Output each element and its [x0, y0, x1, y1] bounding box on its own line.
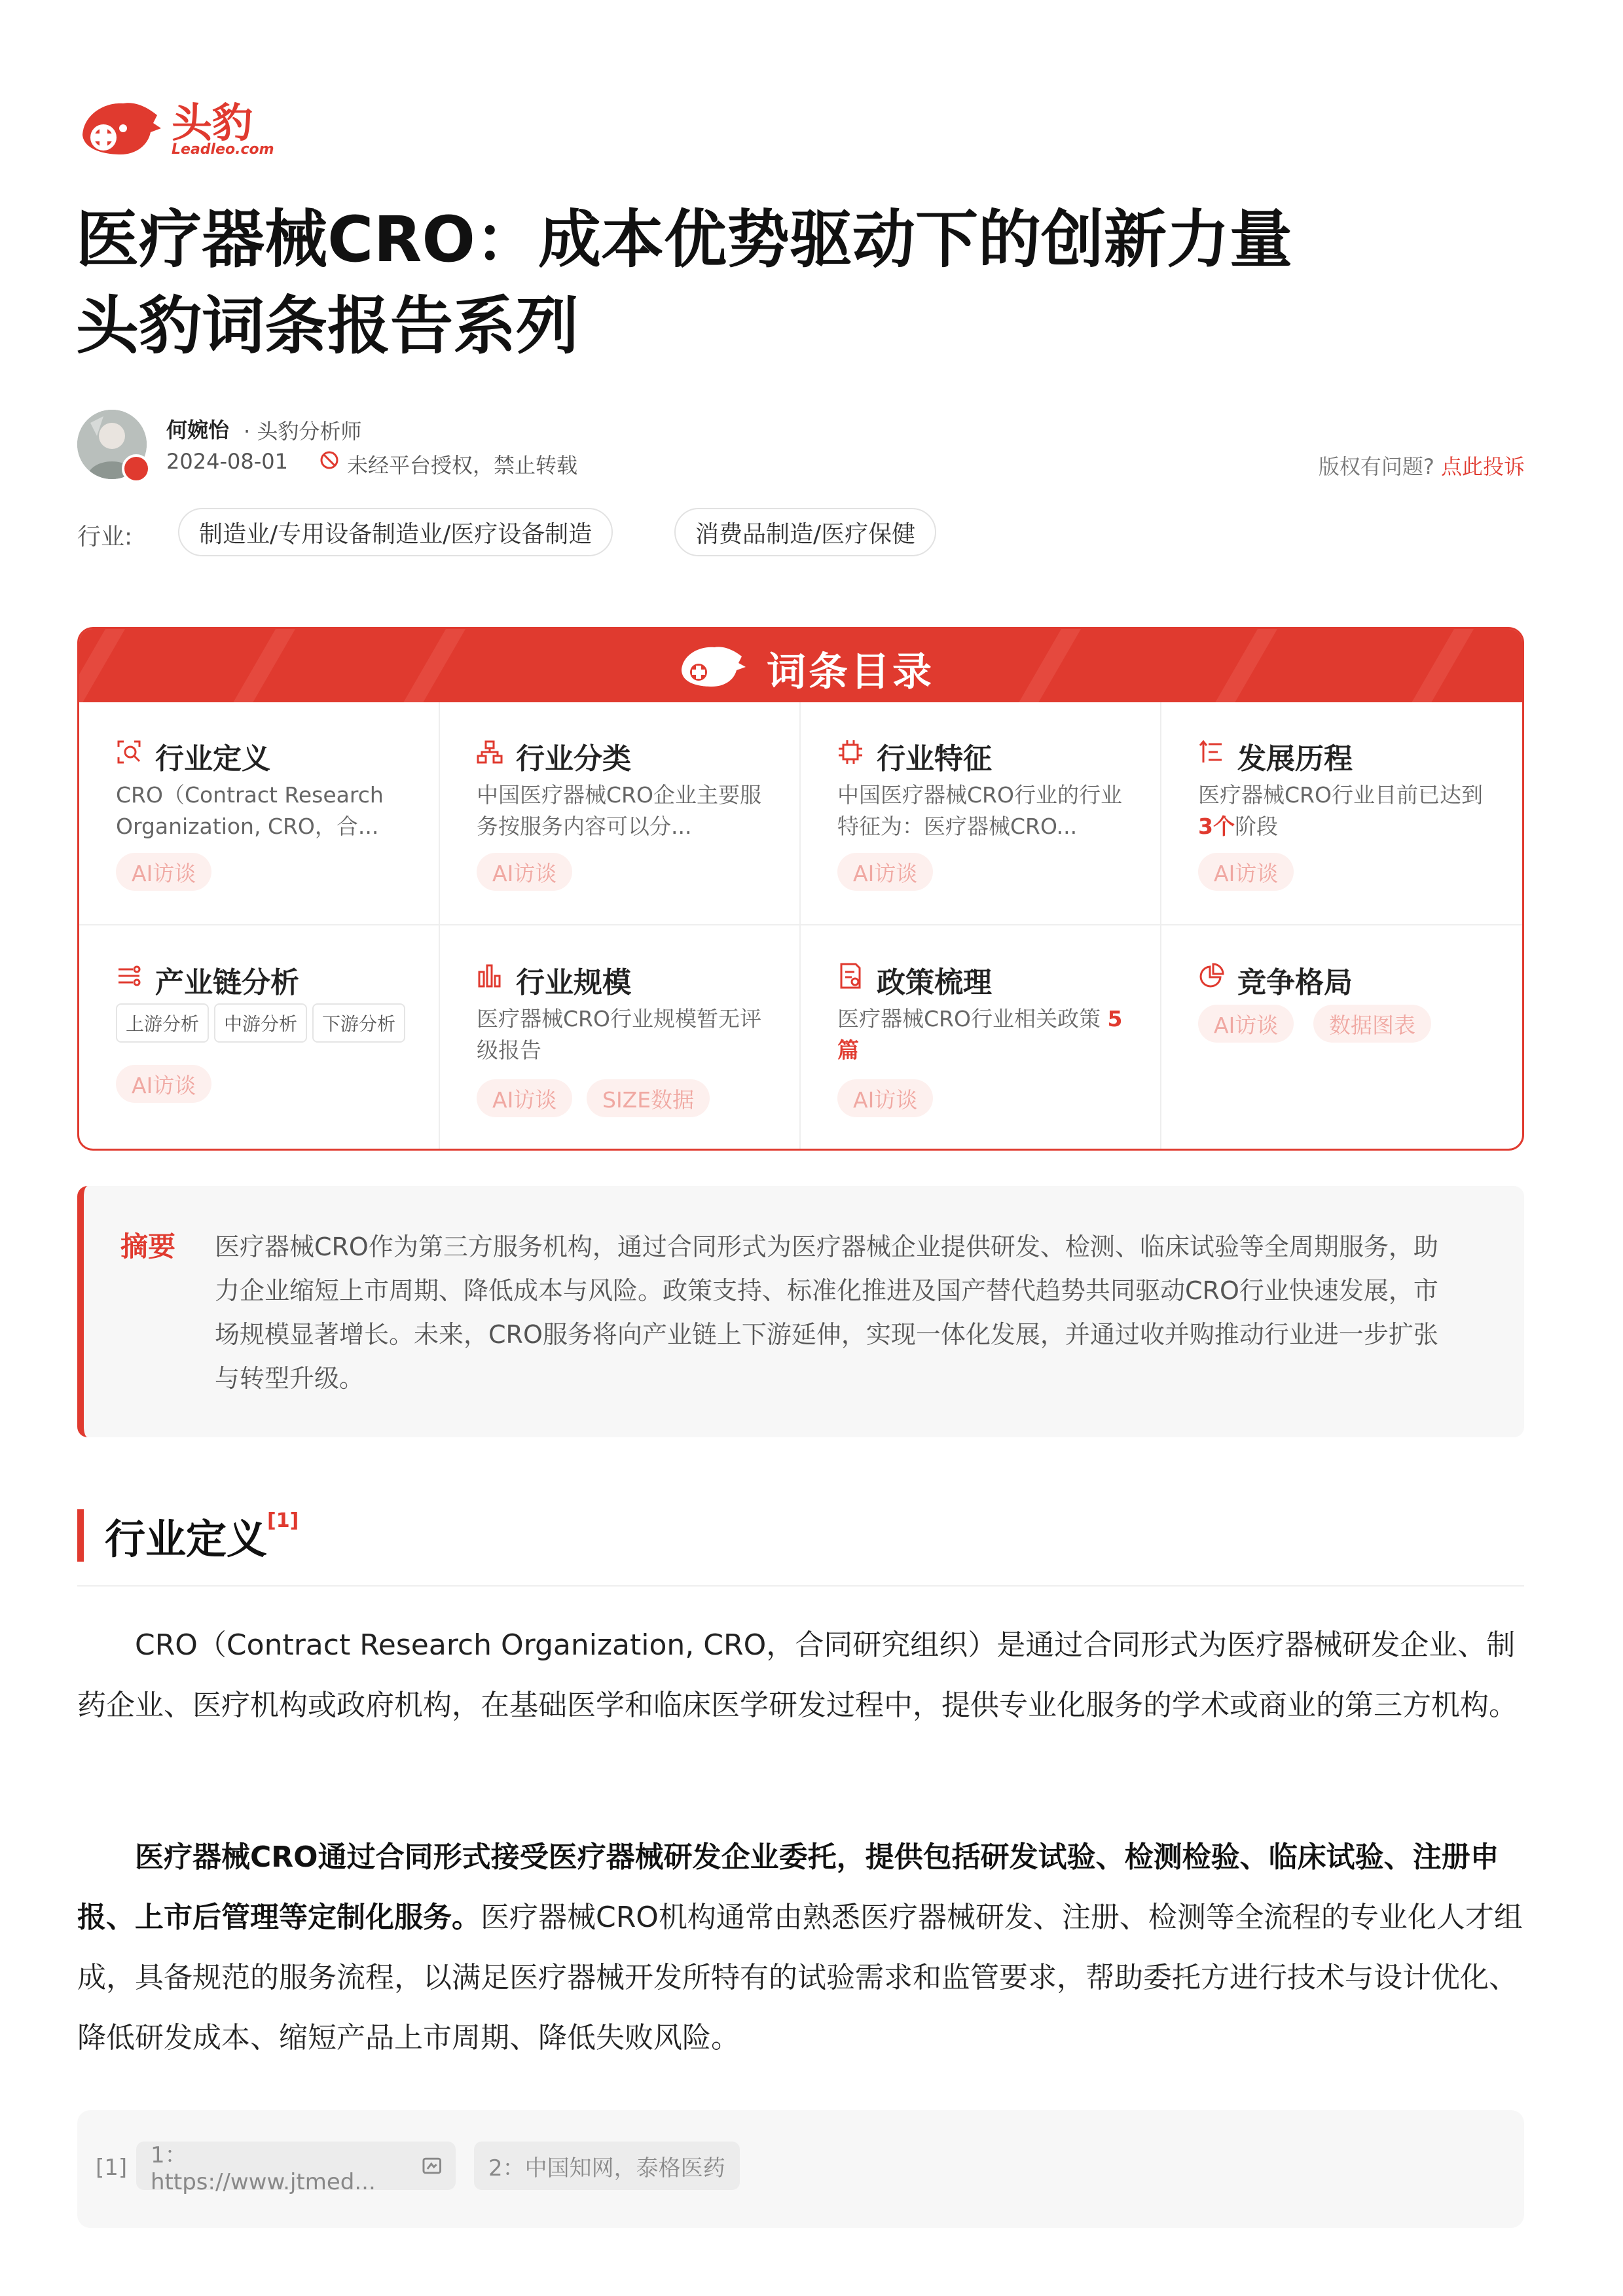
copyright-complaint — [1319, 450, 1525, 480]
author-role: · 头豹分析师 — [244, 419, 362, 444]
abstract-label: 摘要 — [120, 1230, 176, 1263]
footnote-ref[interactable]: [1] — [267, 1509, 299, 1532]
toc-card — [77, 627, 1524, 1151]
paragraph-body: 医疗器械CRO机构通常由熟悉医疗器械研发、注册、检测等全流程的专业化人才组成，具备规范的服务流程，以满足医疗器械开发所特有的试验需求和监管要求，帮助委托方进行技术与设计优化、降低研发成本、缩短产品上市周期、降低失败风险。 — [77, 1901, 1523, 2054]
ai-interview-button[interactable]: AI访谈 — [837, 1079, 933, 1117]
industry-label: 行业: — [77, 524, 133, 550]
references-box — [77, 2110, 1524, 2228]
analyst-badge-icon — [122, 454, 151, 483]
midstream-analysis-link[interactable]: 中游分析 — [214, 1003, 307, 1043]
prohibited-icon — [319, 450, 339, 470]
desc-prefix: 医疗器械CRO行业相关政策 — [837, 1006, 1101, 1031]
ai-interview-button[interactable]: AI访谈 — [116, 853, 211, 891]
toc-item-classification[interactable] — [440, 702, 801, 926]
toc-item-title: 发展历程 — [1237, 742, 1353, 776]
brand-name: 头豹 — [172, 99, 253, 147]
ai-interview-button[interactable]: AI访谈 — [116, 1065, 211, 1103]
toc-item-scale[interactable] — [440, 926, 801, 1150]
section-divider — [77, 1585, 1524, 1587]
toc-item-competition[interactable] — [1161, 926, 1523, 1150]
reference-link[interactable] — [136, 2142, 456, 2195]
toc-item-desc: CRO（Contract Research Organization, CRO，合... — [116, 782, 384, 839]
ai-interview-button[interactable]: AI访谈 — [1198, 853, 1294, 891]
pie-chart-icon — [1198, 963, 1224, 989]
toc-item-title: 政策梳理 — [877, 966, 992, 999]
industry-tag[interactable]: 消费品制造/医疗保健 — [674, 508, 936, 556]
ai-interview-button[interactable]: AI访谈 — [477, 1079, 572, 1117]
copyright-question: 版权有问题? — [1318, 454, 1434, 479]
toc-item-title: 行业规模 — [516, 966, 631, 999]
timeline-icon — [1198, 739, 1224, 765]
bar-chart-icon — [477, 963, 503, 989]
ai-interview-button[interactable]: AI访谈 — [477, 853, 572, 891]
abstract-text: 医疗器械CRO作为第三方服务机构，通过合同形式为医疗器械企业提供研发、检测、临床试验等全周期服务，助力企业缩短上市周期、降低成本与风险。政策支持、标准化推进及国产替代趋势共同驱动CRO行业快速发展，市场规模显著增长。未来，CRO服务将向产业链上下游延伸，实现一体化发展，并通过收并购推动行业进一步扩张与转型升级。 — [215, 1232, 1438, 1393]
policy-count: 5篇 — [837, 1006, 1123, 1063]
toc-title: 词条目录 — [767, 649, 934, 695]
reference-item: 2：中国知网，泰格医药 — [474, 2142, 740, 2190]
downstream-analysis-link[interactable]: 下游分析 — [312, 1003, 405, 1043]
hierarchy-icon — [477, 739, 503, 765]
page-title — [76, 196, 1292, 369]
size-data-button[interactable]: SIZE数据 — [587, 1079, 710, 1117]
stage-count: 3个 — [1198, 814, 1235, 839]
toc-item-chain[interactable] — [79, 926, 441, 1150]
desc-suffix: 阶段 — [1234, 814, 1278, 839]
section-accent-bar — [77, 1509, 84, 1562]
reference-text: 1：https://www.jtmed... — [151, 2142, 376, 2195]
upstream-analysis-link[interactable]: 上游分析 — [116, 1003, 209, 1043]
abstract-box — [77, 1186, 1524, 1437]
toc-item-definition[interactable] — [79, 702, 441, 926]
toc-item-title: 行业定义 — [155, 742, 270, 776]
search-doc-icon — [116, 739, 142, 765]
publish-date: 2024-08-01 — [166, 449, 288, 474]
toc-item-desc: 医疗器械CRO行业规模暂无评级报告 — [477, 1006, 761, 1063]
author-name[interactable]: 何婉怡 — [166, 418, 230, 442]
toc-header — [79, 629, 1522, 702]
leopard-icon — [675, 639, 760, 692]
copy-notice: 未经平台授权，禁止转载 — [347, 453, 578, 478]
definition-paragraph-2 — [77, 1827, 1524, 2068]
section-title-text: 行业定义 — [105, 1515, 268, 1563]
data-chart-button[interactable]: 数据图表 — [1313, 1005, 1431, 1043]
complaint-link[interactable]: 点此投诉 — [1440, 454, 1525, 479]
chain-icon — [116, 963, 142, 989]
ai-interview-button[interactable]: AI访谈 — [837, 853, 933, 891]
toc-item-features[interactable] — [801, 702, 1162, 926]
policy-doc-icon — [837, 963, 864, 989]
paragraph-bold-lead: 医疗器械CRO通过合同形式接受医疗器械研发企业委托，提供包括研发试验、检测检验、临床试验、注册申报、上市后管理等定制化服务。 — [77, 1840, 1499, 1934]
chip-icon — [837, 739, 864, 765]
toc-item-desc: 中国医疗器械CRO企业主要服务按服务内容可以分... — [477, 782, 761, 839]
toc-item-title: 行业特征 — [877, 742, 992, 776]
toc-item-history[interactable] — [1161, 702, 1523, 926]
desc-prefix: 医疗器械CRO行业目前已达到 — [1198, 782, 1483, 808]
brand-site: Leadleo.com — [172, 141, 274, 158]
toc-item-desc — [837, 1003, 1139, 1066]
reference-index: [1] — [96, 2155, 128, 2181]
toc-item-title: 产业链分析 — [155, 966, 299, 999]
external-link-icon — [422, 2157, 441, 2174]
title-line-1: 医疗器械CRO：成本优势驱动下的创新力量 — [76, 203, 1292, 276]
toc-item-desc — [1198, 780, 1499, 842]
ai-interview-button[interactable]: AI访谈 — [1198, 1005, 1294, 1043]
toc-item-title: 行业分类 — [516, 742, 631, 776]
section-title — [105, 1507, 299, 1565]
toc-item-title: 竞争格局 — [1237, 966, 1353, 999]
title-line-2: 头豹词条报告系列 — [76, 289, 579, 363]
toc-item-policy[interactable] — [801, 926, 1162, 1150]
industry-tag[interactable]: 制造业/专用设备制造业/医疗设备制造 — [178, 508, 613, 556]
definition-paragraph-1: CRO（Contract Research Organization, CRO，合同研究组织）是通过合同形式为医疗器械研发企业、制药企业、医疗机构或政府机构，在基础医学和临床医学研发过程中，提供专业化服务的学术或商业的第三方机构。 — [77, 1628, 1518, 1722]
toc-item-desc: 中国医疗器械CRO行业的行业特征为：医疗器械CRO... — [837, 782, 1122, 839]
